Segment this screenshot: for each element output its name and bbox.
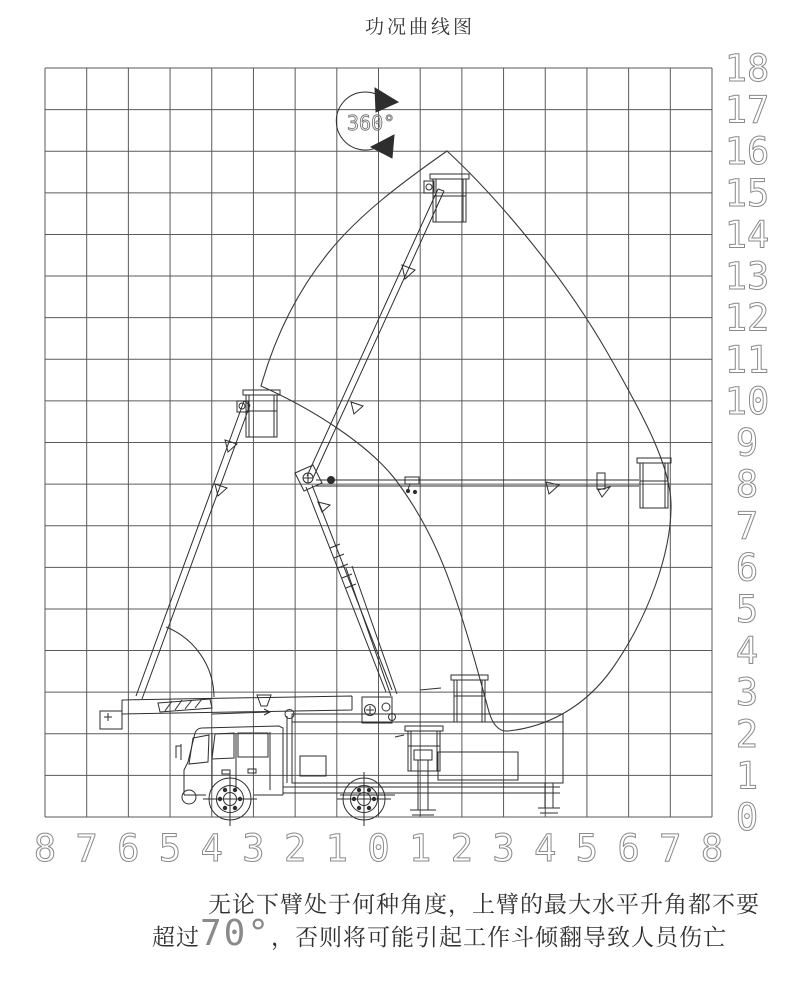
y-axis-label: 7 [735, 504, 759, 548]
bucket-rim [430, 174, 469, 179]
y-axis-label: 2 [735, 712, 759, 756]
y-axis-label: 1 [735, 754, 759, 798]
x-axis-label: 2 [283, 827, 307, 870]
x-axis-label: 3 [492, 827, 515, 870]
boom-upper-raised [307, 181, 444, 478]
x-axis-label: 1 [325, 827, 348, 870]
boom-lower-to-turret [306, 485, 397, 696]
warning-line-1: 无论下臂处于何种角度，上臂的最大水平升角都不要 [208, 891, 760, 917]
stowed-boom [100, 695, 352, 729]
rear-wheel [337, 772, 391, 826]
work-platform-bucket [637, 458, 671, 508]
x-axis-label: 4 [534, 827, 557, 870]
bucket-body [454, 680, 485, 722]
rotation-arrow-bottom-icon [371, 135, 394, 158]
y-axis-label: 16 [724, 130, 770, 174]
work-platform-bucket [243, 390, 280, 437]
work-platform-bucket [430, 174, 469, 222]
y-axis-label: 13 [724, 255, 770, 299]
grid [45, 68, 712, 817]
x-axis-label: 2 [450, 827, 474, 870]
y-axis-label: 0 [735, 796, 759, 839]
y-axis-label: 15 [724, 171, 770, 215]
y-axis-label: 11 [724, 338, 770, 382]
work-platform-buckets [243, 174, 671, 771]
front-step [182, 790, 196, 804]
y-axis-label: 18 [724, 47, 770, 90]
y-axis-label: 4 [735, 629, 759, 673]
y-axis-label: 8 [735, 463, 759, 507]
x-axis-label: 0 [367, 827, 390, 870]
warning-line-2 [152, 913, 728, 954]
work-platform-bucket [451, 675, 488, 722]
y-axis-label: 14 [724, 213, 770, 257]
x-axis-label: 4 [200, 827, 223, 870]
bucket-rim [451, 675, 488, 680]
bucket-links [395, 688, 441, 737]
x-axis-label: 5 [575, 827, 599, 870]
boom-lower-raised [136, 401, 250, 699]
page-title: 功况曲线图 [364, 17, 475, 38]
boom-angle-arc [166, 627, 214, 697]
y-axis-label: 9 [735, 421, 759, 465]
windshield [189, 735, 209, 764]
truck-illustration [100, 695, 563, 826]
boom-upper-horizontal [316, 473, 639, 497]
rotation-360-icon [336, 88, 398, 158]
work-platform-bucket [405, 726, 443, 771]
x-axis-label: 8 [700, 827, 724, 870]
mirror [176, 744, 181, 760]
bucket-rim [405, 726, 443, 731]
warning-line2-suffix: ，否则将可能引起工作斗倾翻导致人员伤亡 [271, 924, 728, 950]
x-axis-label: 5 [158, 827, 182, 870]
x-axis-label: 8 [33, 827, 57, 870]
warning-line2-prefix: 超过 [152, 924, 200, 950]
front-wheel [203, 772, 257, 826]
x-axis-label: 7 [659, 827, 682, 870]
x-axis-label: 6 [617, 827, 640, 870]
elbow-joint [295, 465, 335, 491]
y-axis-label: 3 [735, 671, 759, 715]
rotation-label: 360° [347, 111, 396, 135]
bucket-rim [637, 458, 671, 463]
rotation-arrow-top-icon [375, 88, 398, 112]
y-axis-label: 12 [724, 296, 770, 340]
x-axis-label: 3 [242, 827, 265, 870]
x-axis-label: 1 [409, 827, 432, 870]
bucket-body [640, 463, 668, 508]
x-axis-label: 6 [117, 827, 140, 870]
y-axis-label: 17 [724, 88, 770, 132]
warning-angle-value: 70° [200, 913, 272, 954]
bucket-body [408, 731, 440, 771]
cab-window-1 [212, 733, 234, 759]
y-axis-label: 10 [724, 379, 770, 423]
bucket-body [433, 179, 466, 222]
y-axis-label: 6 [735, 546, 759, 590]
x-axis-label: 7 [75, 827, 98, 870]
lift-mast [285, 710, 294, 784]
y-axis-label: 5 [735, 587, 759, 631]
